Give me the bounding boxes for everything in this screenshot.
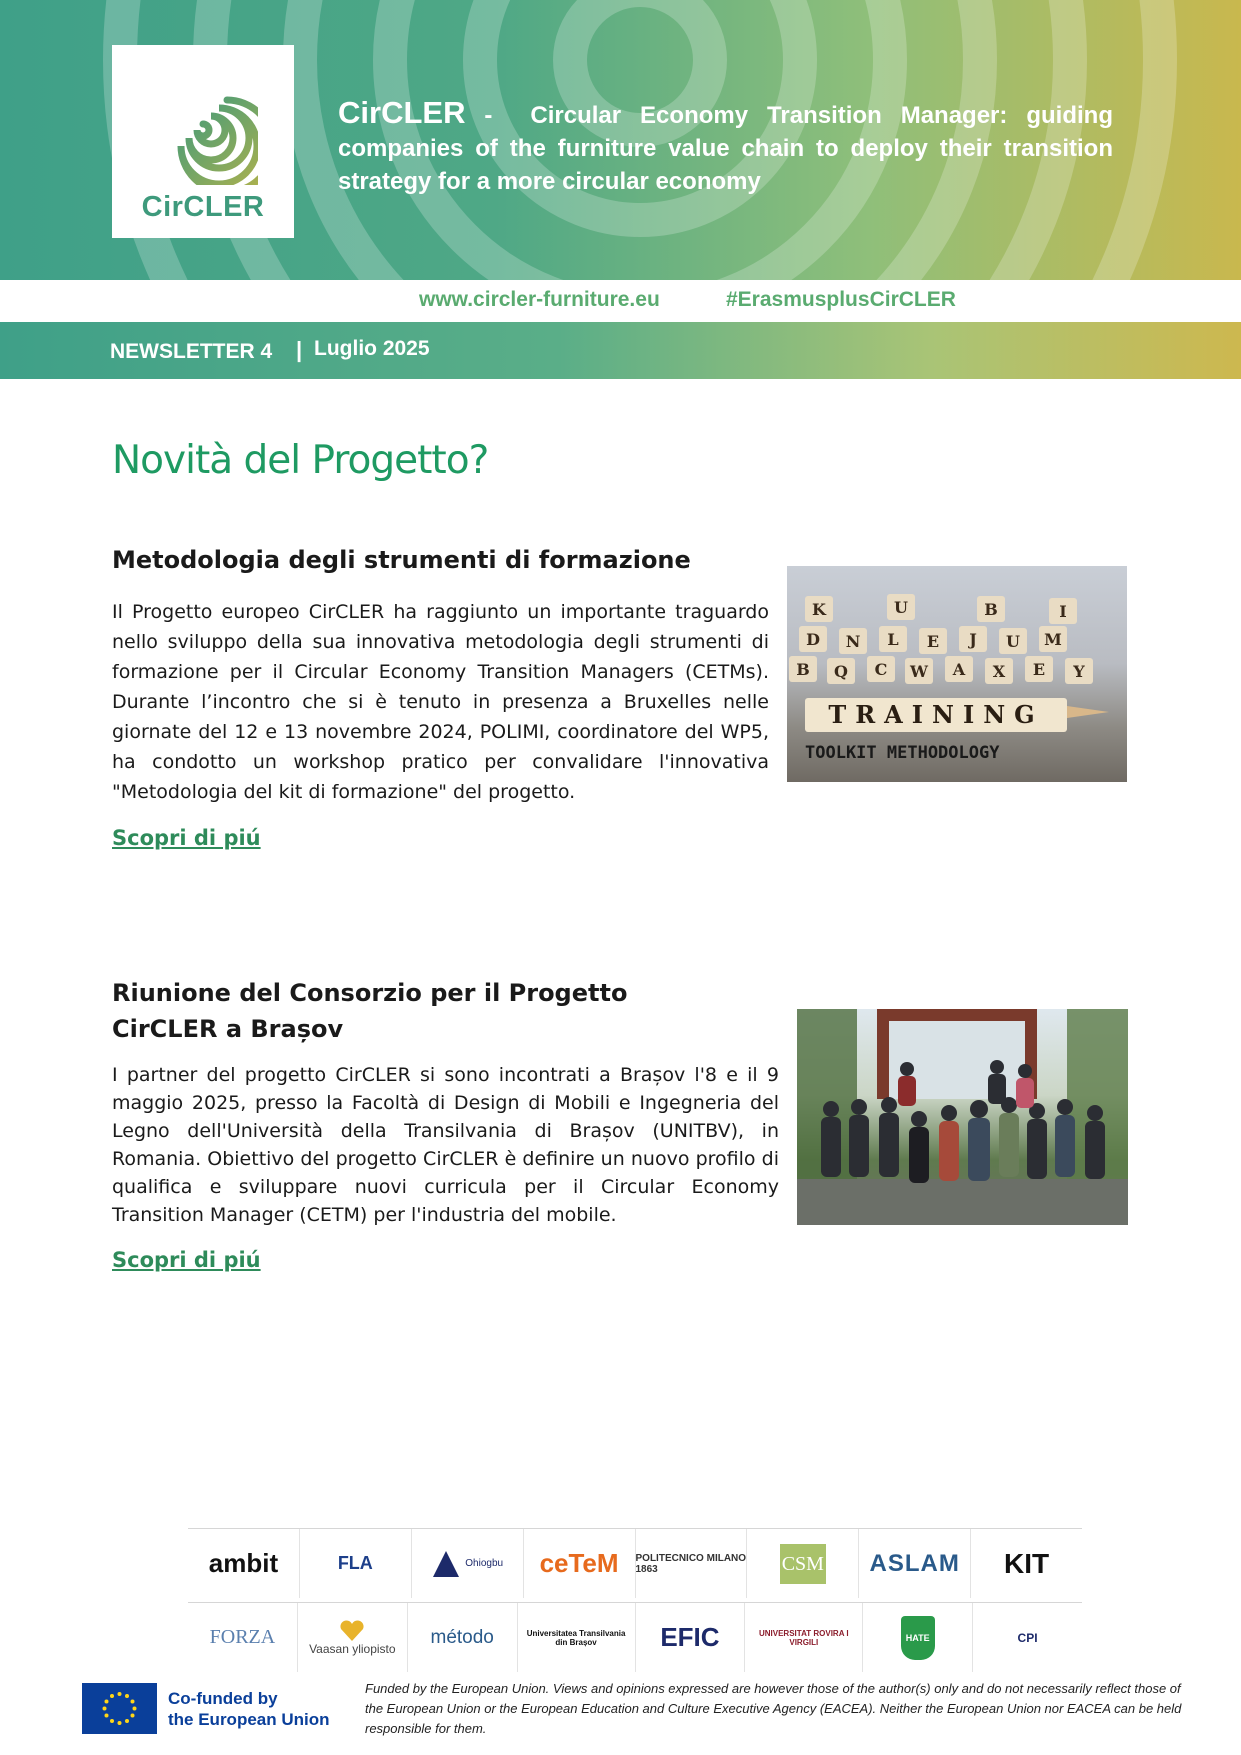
partner-logo: ASLAM	[859, 1529, 971, 1598]
partner-logo-label: HATE	[901, 1616, 935, 1660]
eu-flag-icon	[82, 1683, 157, 1734]
header-brand: CirCLER	[338, 95, 466, 130]
partner-logo	[747, 1529, 859, 1598]
website-link[interactable]: www.circler-furniture.eu	[419, 288, 660, 311]
partner-logo-label: CSM	[780, 1544, 826, 1584]
tile-letter: K	[812, 600, 826, 619]
partner-logo	[412, 1529, 524, 1598]
heart-logo-icon	[339, 1620, 365, 1642]
tile-letter: M	[1044, 630, 1062, 649]
tile-letter: A	[952, 660, 966, 679]
links-row	[0, 280, 1241, 322]
partner-logo: UNIVERSITAT ROVIRA I VIRGILI	[745, 1603, 863, 1672]
partner-logos	[188, 1528, 1082, 1672]
partner-logo-label: Vaasan yliopisto	[309, 1641, 396, 1656]
partner-logo: POLITECNICO MILANO 1863	[636, 1529, 748, 1598]
partner-logo: FLA	[300, 1529, 412, 1598]
letter-tiles-graphic	[787, 566, 1127, 782]
newsletter-date: Luglio 2025	[314, 337, 430, 360]
eu-line-1: Co-funded by	[168, 1689, 278, 1708]
partner-logo: KIT	[1004, 1547, 1050, 1579]
partner-logo: método	[408, 1603, 518, 1672]
eu-stars-icon	[82, 1683, 157, 1734]
tile-letter: D	[806, 630, 820, 649]
consortium-group-photo	[797, 1009, 1128, 1225]
partner-logo: EFIC	[636, 1603, 746, 1672]
training-toolkit-image	[787, 566, 1127, 782]
header-banner	[0, 0, 1241, 280]
article-2-title: Riunione del Consorzio per il Progetto CirCLER a Brașov	[112, 979, 628, 1043]
tile-letter: Y	[1073, 662, 1085, 681]
partner-logo: FORZA	[188, 1603, 298, 1672]
tile-letter: U	[1006, 632, 1020, 651]
group-photo-graphic	[797, 1009, 1128, 1225]
triangle-logo-icon	[431, 1549, 461, 1579]
tile-letter: W	[910, 662, 928, 681]
tile-letter: B	[984, 600, 998, 619]
tile-letter: N	[845, 632, 861, 651]
newsletter-band	[0, 322, 1241, 379]
training-word: TRAINING	[828, 700, 1044, 729]
article-1-body: Il Progetto europeo CirCLER ha raggiunto un importante traguardo nello sviluppo della sua innovativa metodologia degli strumenti di formazione per il Circular Economy Transition Managers (CETMs). Durante l’incontro che si è tenuto in presenza a Bruxelles nelle giornate del 12 e 13 novembre 2024, POLIMI, coordinatore del WP5, ha condotto un workshop pratico per convalidare l'innovativa "Metodologia del kit di formazione" del progetto.	[112, 601, 769, 803]
tile-letter: I	[1059, 602, 1067, 621]
partner-logo	[298, 1603, 408, 1672]
header-subtitle: Circular Economy Transition Manager: guiding companies of the furniture value chain to deploy their transition strategy for a more circular economy	[338, 102, 1114, 195]
partner-logo: Universitatea Transilvania din Brașov	[518, 1603, 636, 1672]
newsletter-label: NEWSLETTER 4	[110, 340, 273, 363]
header-title: CirCLER - Circular Economy Transition Manager: guiding companies of the furniture value chain to deploy their transition strategy for a more circular economy	[338, 95, 1114, 195]
tile-letter: J	[969, 630, 977, 649]
section-heading: Novità del Progetto?	[112, 438, 489, 483]
tile-letter: U	[894, 598, 908, 617]
eu-line-2: the European Union	[168, 1710, 330, 1729]
partner-logos-row-2	[188, 1602, 1082, 1672]
eu-disclaimer: Funded by the European Union. Views and opinions expressed are however those of the author(s) only and do not necessarily reflect those of the European Union or the European Education and Culture Executive Agency (EACEA). Neither the European Union nor EACEA can be held responsible for them.	[365, 1681, 1182, 1736]
logo-wordmark: CirCLER	[141, 191, 265, 223]
tile-letter: B	[796, 660, 810, 679]
article-2-body: I partner del progetto CirCLER si sono incontrati a Brașov l'8 e il 9 maggio 2025, presso la Facoltà di Design di Mobili e Ingegneria del Legno dell'Università della Transilvania di Brașov (UNITBV), in Romania. Obiettivo del progetto CirCLER è definire un nuovo profilo di qualifica e sviluppare nuovi curricula per il Circular Economy Transition Manager (CETM) per l'industria del mobile.	[112, 1064, 779, 1226]
eu-cofunded-label	[168, 1688, 330, 1730]
newsletter-separator: |	[296, 337, 303, 362]
spiral-logo-icon	[148, 75, 258, 185]
partner-logos-row-1	[188, 1528, 1082, 1598]
article-2-read-more-link[interactable]: Scopri di piú	[112, 1248, 261, 1272]
tile-letter: E	[926, 632, 940, 651]
tile-letter: C	[874, 660, 888, 679]
partner-logo-label: Ohiogbu	[465, 1558, 504, 1569]
partner-logo: ceTeM	[524, 1529, 636, 1598]
tile-letter: L	[887, 630, 899, 649]
tile-letter: E	[1032, 660, 1046, 679]
partner-logo: ambit	[188, 1529, 300, 1598]
toolkit-caption: TOOLKIT METHODOLOGY	[805, 743, 1000, 763]
circler-logo	[112, 45, 294, 238]
partner-logo: CPI	[1017, 1630, 1038, 1645]
article-1-read-more-link[interactable]: Scopri di piú	[112, 826, 261, 850]
tile-letter: X	[992, 662, 1006, 681]
article-1-title: Metodologia degli strumenti di formazione	[112, 546, 691, 574]
hashtag-link[interactable]: #ErasmusplusCirCLER	[726, 288, 956, 311]
partner-logo	[863, 1603, 973, 1672]
tile-letter: Q	[834, 662, 848, 681]
